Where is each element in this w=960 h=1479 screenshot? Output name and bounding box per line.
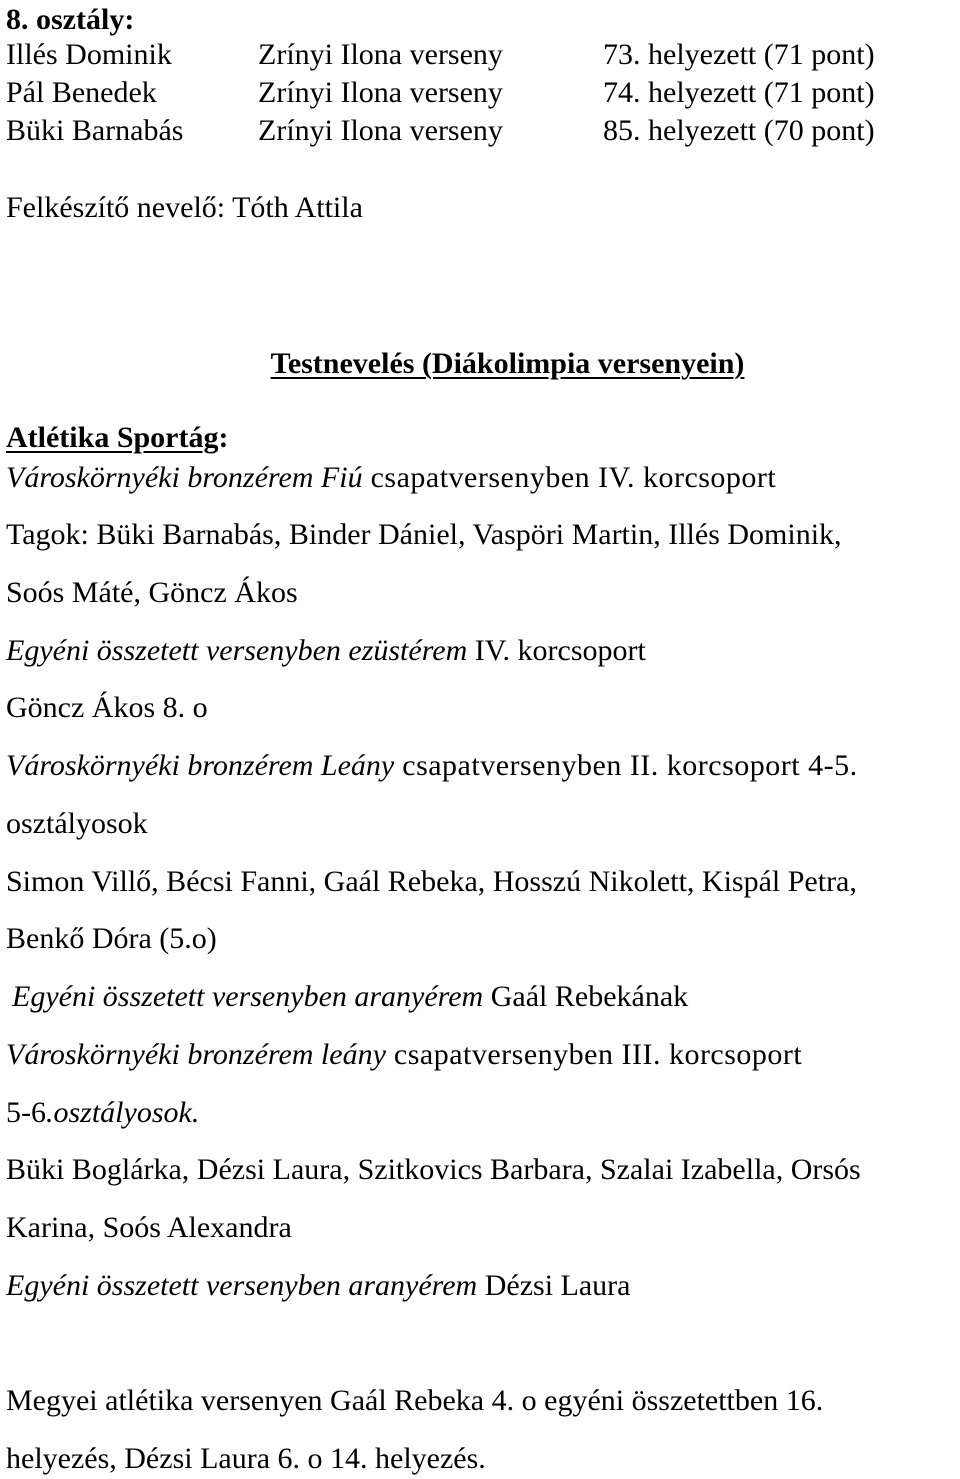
members-line: Büki Boglárka, Dézsi Laura, Szitkovics Barbara, Szalai Izabella, Orsós xyxy=(6,1153,861,1186)
award-title: Egyéni összetett versenyben aranyérem xyxy=(12,980,484,1013)
award-detail: Dézsi Laura xyxy=(477,1269,631,1302)
members-line: Soós Máté, Göncz Ákos xyxy=(6,576,298,609)
award-detail: csapatversenyben IV. korcsoport xyxy=(362,461,777,494)
award-detail: Gaál Rebekának xyxy=(483,980,689,1013)
competition-name: Zrínyi Ilona verseny xyxy=(258,114,503,147)
competition-name: Zrínyi Ilona verseny xyxy=(258,76,503,109)
placement: 74. helyezett (71 pont) xyxy=(603,76,875,109)
competition-name: Zrínyi Ilona verseny xyxy=(258,38,503,71)
award-title: Városkörnyéki bronzérem Leány xyxy=(6,749,395,782)
county-result-line: helyezés, Dézsi Laura 6. o 14. helyezés. xyxy=(6,1442,486,1475)
award-detail: IV. korcsoport xyxy=(467,634,646,667)
award-line xyxy=(6,460,776,496)
members-line: Karina, Soós Alexandra xyxy=(6,1211,292,1244)
classes-line: osztályosok xyxy=(6,807,148,840)
members-line: Simon Villő, Bécsi Fanni, Gaál Rebeka, Hosszú Nikolett, Kispál Petra, xyxy=(6,865,857,898)
class8-heading: 8. osztály: xyxy=(6,3,135,36)
student-name: Pál Benedek xyxy=(6,76,157,109)
award-line xyxy=(6,748,858,784)
result-row xyxy=(0,37,960,73)
award-title: Városkörnyéki bronzérem Fiú xyxy=(6,461,363,494)
placement: 85. helyezett (70 pont) xyxy=(603,114,875,147)
section-title-text: Testnevelés (Diákolimpia versenyein) xyxy=(270,347,745,380)
county-result-line: Megyei atlétika versenyen Gaál Rebeka 4. o egyéni összetettben 16. xyxy=(6,1384,824,1417)
award-detail: csapatversenyben II. korcsoport 4-5. xyxy=(394,749,858,782)
sport-heading-colon: : xyxy=(218,421,229,454)
award-line xyxy=(6,1037,802,1073)
classes-line xyxy=(6,1095,199,1131)
winner-line: Göncz Ákos 8. o xyxy=(6,691,208,724)
sport-heading xyxy=(6,420,229,456)
result-row xyxy=(0,75,960,111)
award-line xyxy=(6,1268,631,1304)
teacher-line: Felkészítő nevelő: Tóth Attila xyxy=(6,191,363,224)
classes-range: 5-6 xyxy=(6,1096,46,1129)
classes-label: .osztályosok. xyxy=(46,1096,200,1129)
placement: 73. helyezett (71 pont) xyxy=(603,38,875,71)
members-line: Benkő Dóra (5.o) xyxy=(6,922,217,955)
student-name: Büki Barnabás xyxy=(6,114,184,147)
award-line xyxy=(6,633,646,669)
result-row xyxy=(0,113,960,149)
award-title: Egyéni összetett versenyben aranyérem xyxy=(6,1269,478,1302)
members-line: Tagok: Büki Barnabás, Binder Dániel, Vaspöri Martin, Illés Dominik, xyxy=(6,518,842,551)
section-title xyxy=(0,346,960,382)
award-line xyxy=(12,979,688,1015)
award-detail: csapatversenyben III. korcsoport xyxy=(385,1038,803,1071)
award-title: Városkörnyéki bronzérem leány xyxy=(6,1038,386,1071)
sport-heading-text: Atlétika Sportág xyxy=(6,421,219,454)
student-name: Illés Dominik xyxy=(6,38,172,71)
award-title: Egyéni összetett versenyben ezüstérem xyxy=(6,634,468,667)
